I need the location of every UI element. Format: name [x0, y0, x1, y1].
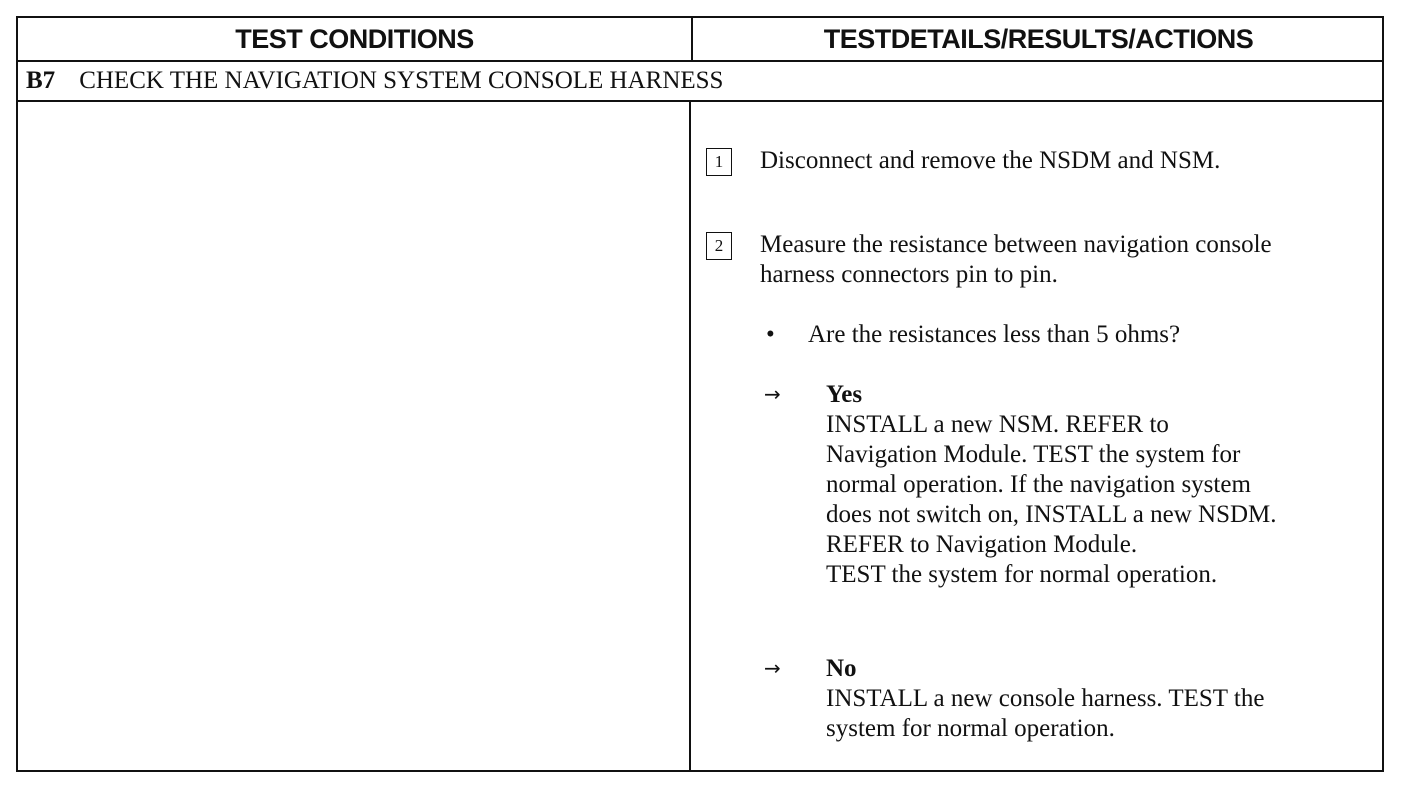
arrow-right-icon: →	[764, 656, 781, 680]
answer-yes-line: INSTALL a new NSM. REFER to	[826, 411, 1169, 438]
question-text: Are the resistances less than 5 ohms?	[808, 321, 1181, 348]
step-number-box-1: 1	[706, 148, 732, 176]
answer-yes-line: TEST the system for normal operation.	[826, 561, 1218, 588]
answer-yes	[826, 380, 1277, 590]
answer-no-line: INSTALL a new console harness. TEST the	[826, 685, 1265, 712]
answer-no-label: No	[826, 655, 857, 682]
header-test-details: TESTDETAILS/RESULTS/ACTIONS	[823, 23, 1254, 54]
section-heading	[26, 62, 723, 100]
step-2-line-2: harness connectors pin to pin.	[760, 261, 1058, 288]
column-divider	[689, 102, 691, 772]
answer-yes-line: normal operation. If the navigation system	[826, 471, 1251, 498]
answer-yes-line: does not switch on, INSTALL a new NSDM.	[826, 501, 1277, 528]
step-number-box-2: 2	[706, 232, 732, 260]
step-2-text	[760, 230, 1272, 290]
step-2-line-1: Measure the resistance between navigation console	[760, 231, 1272, 258]
answer-no-line: system for normal operation.	[826, 715, 1115, 742]
answer-yes-line: Navigation Module. TEST the system for	[826, 441, 1241, 468]
arrow-right-icon: →	[764, 382, 781, 406]
step-1-text: Disconnect and remove the NSDM and NSM.	[760, 147, 1221, 174]
answer-yes-line: REFER to Navigation Module.	[826, 531, 1138, 558]
section-rule	[18, 100, 1382, 102]
bullet-icon: •	[766, 321, 775, 348]
section-title: CHECK THE NAVIGATION SYSTEM CONSOLE HARNESS	[79, 67, 724, 94]
header-test-conditions: TEST CONDITIONS	[235, 23, 474, 54]
section-code: B7	[26, 67, 56, 94]
answer-yes-label: Yes	[826, 381, 863, 408]
answer-no	[826, 654, 1264, 744]
test-table	[16, 16, 1384, 772]
